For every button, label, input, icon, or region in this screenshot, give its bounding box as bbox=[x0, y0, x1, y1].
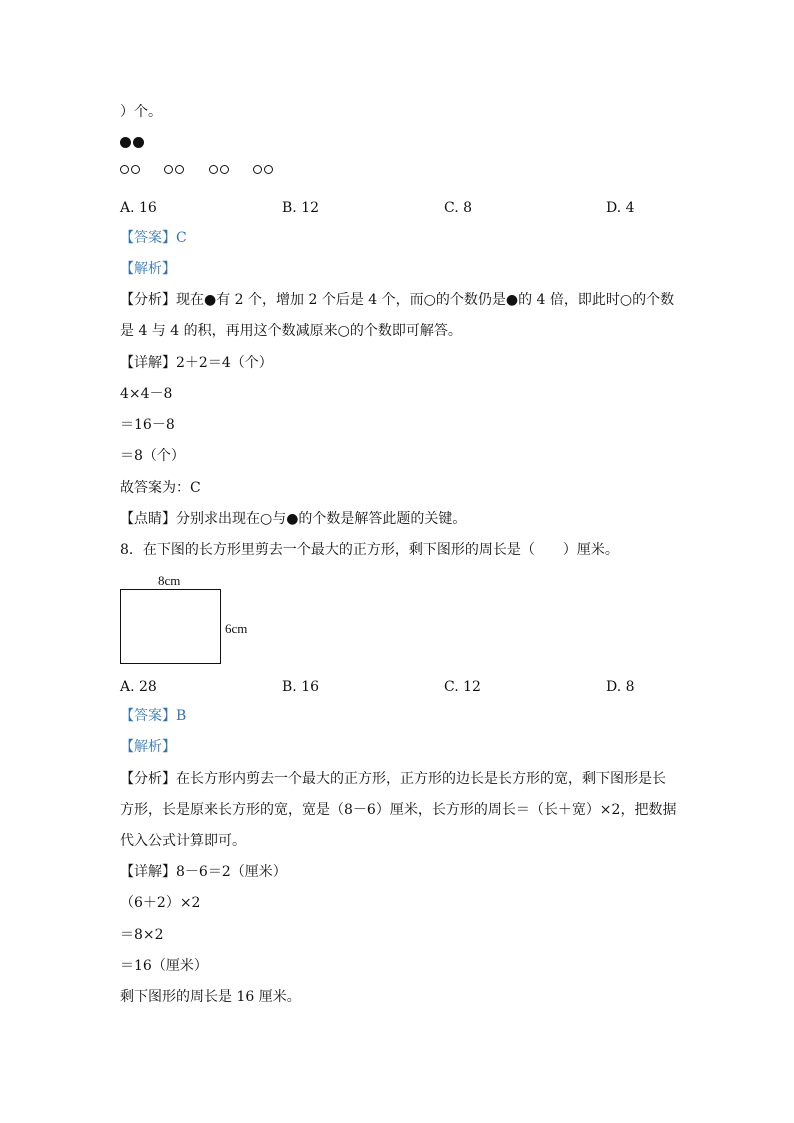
q8-detail-line-2: （6＋2）×2 bbox=[120, 895, 201, 911]
hollow-circles-row bbox=[120, 161, 275, 179]
hollow-circle-icon bbox=[220, 165, 229, 174]
q8-question: 8．在下图的长方形里剪去一个最大的正方形，剩下图形的周长是（ ）厘米。 bbox=[120, 542, 619, 558]
q8-answer: 【答案】B bbox=[120, 708, 187, 724]
hollow-circle-icon bbox=[253, 165, 262, 174]
q7-detail-line-5: 故答案为：C bbox=[120, 480, 201, 496]
q7-detail-line-2: 4×4－8 bbox=[120, 386, 173, 402]
q8-option-d: D. 8 bbox=[606, 679, 635, 695]
filled-circle-icon bbox=[120, 137, 131, 148]
rect-width-label: 8cm bbox=[158, 573, 181, 588]
hollow-circle-icon bbox=[264, 165, 273, 174]
q7-answer: 【答案】C bbox=[120, 230, 187, 246]
filled-circle-icon bbox=[133, 137, 144, 148]
hollow-circle-icon bbox=[209, 165, 218, 174]
q7-tip: 【点睛】分别求出现在○与●的个数是解答此题的关键。 bbox=[120, 511, 467, 527]
q8-option-a: A. 28 bbox=[120, 679, 157, 695]
q8-detail-line-3: ＝8×2 bbox=[120, 927, 164, 943]
q7-option-a: A. 16 bbox=[120, 200, 157, 216]
q7-option-b: B. 12 bbox=[282, 200, 320, 216]
hollow-circle-icon bbox=[120, 165, 129, 174]
hollow-circle-icon bbox=[175, 165, 184, 174]
q8-analysis-line-1: 【分析】在长方形内剪去一个最大的正方形，正方形的边长是长方形的宽，剩下图形是长 bbox=[120, 771, 666, 787]
q7-option-d: D. 4 bbox=[606, 200, 635, 216]
filled-circles-row bbox=[120, 134, 146, 152]
hollow-circle-icon bbox=[131, 165, 140, 174]
q7-option-c: C. 8 bbox=[444, 200, 473, 216]
q8-detail-line-4: ＝16（厘米） bbox=[120, 958, 208, 974]
hollow-circle-icon bbox=[164, 165, 173, 174]
q8-analysis-line-3: 代入公式计算即可。 bbox=[120, 833, 246, 849]
q7-detail-line-1: 【详解】2＋2＝4（个） bbox=[120, 355, 273, 371]
q8-option-b: B. 16 bbox=[282, 679, 320, 695]
q7-tail: ）个。 bbox=[120, 104, 162, 120]
q8-option-c: C. 12 bbox=[444, 679, 481, 695]
rect-height-label: 6cm bbox=[225, 621, 248, 636]
q8-detail-line-1: 【详解】8－6＝2（厘米） bbox=[120, 864, 287, 880]
q7-analysis-header: 【解析】 bbox=[120, 261, 176, 277]
q7-detail-line-3: ＝16－8 bbox=[120, 417, 175, 433]
q8-analysis-header: 【解析】 bbox=[120, 739, 176, 755]
rectangle-figure bbox=[120, 589, 221, 664]
q8-analysis-line-2: 方形，长是原来长方形的宽，宽是（8－6）厘米，长方形的周长＝（长＋宽）×2，把数据 bbox=[120, 802, 677, 818]
q7-detail-line-4: ＝8（个） bbox=[120, 448, 185, 464]
q7-analysis-line-2: 是 4 与 4 的积，再用这个数减原来○的个数即可解答。 bbox=[120, 323, 462, 339]
q7-analysis-line-1: 【分析】现在●有 2 个，增加 2 个后是 4 个，而○的个数仍是●的 4 倍，即此时○的个数 bbox=[120, 292, 675, 308]
q8-detail-line-5: 剩下图形的周长是 16 厘米。 bbox=[120, 989, 301, 1005]
